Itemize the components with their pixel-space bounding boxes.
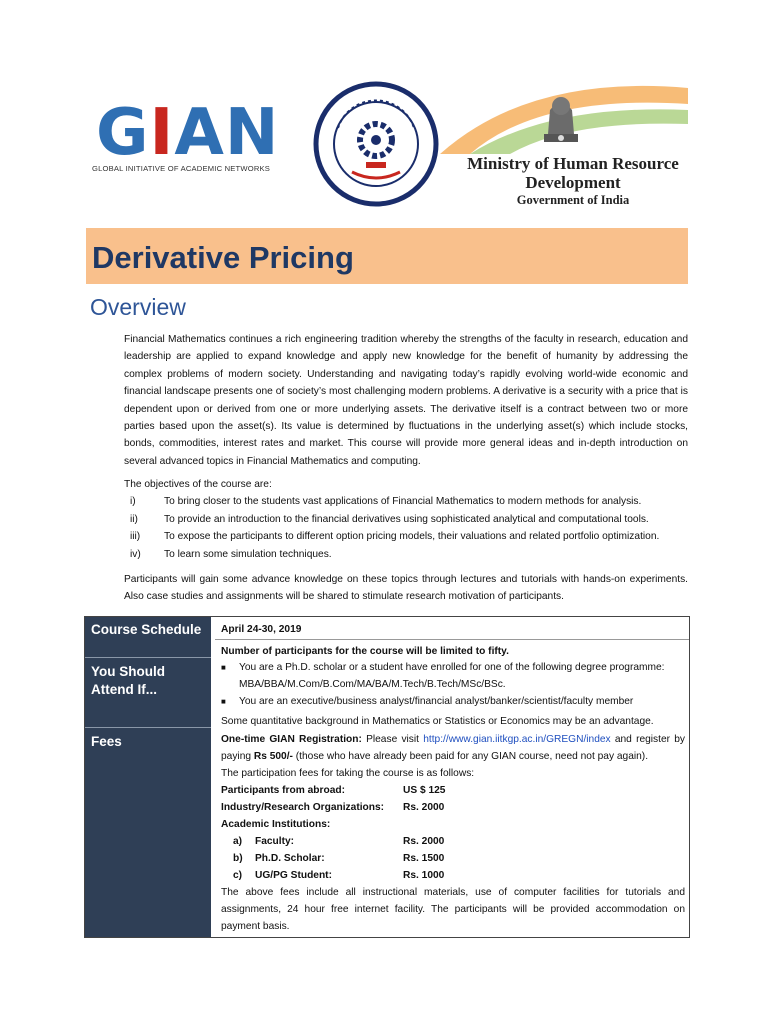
iit-kharagpur-seal-icon <box>312 80 440 208</box>
overview-heading: Overview <box>90 294 186 320</box>
page-title: Derivative Pricing <box>92 240 354 275</box>
gian-logo <box>86 88 286 188</box>
divider <box>85 727 211 728</box>
attend-label: You Should Attend If... <box>91 664 165 697</box>
objectives-intro: The objectives of the course are: <box>124 479 272 490</box>
participants-text: Participants will gain some advance knowledge on these topics through lectures and tutorials with hands-on experiments. Also case studies and assignments will be shared to stimulate research motivation of participants. <box>124 574 688 603</box>
fees-label: Fees <box>91 734 122 749</box>
course-schedule-label: Course Schedule <box>91 622 202 637</box>
divider <box>215 639 689 640</box>
course-date: April 24-30, 2019 <box>221 624 302 635</box>
fee-row: a) Faculty: Rs. 2000 <box>233 836 445 847</box>
bullet-square-icon: ■ <box>221 697 226 706</box>
header-logos <box>86 80 688 210</box>
gian-registration-link[interactable]: http://www.gian.iitkgp.ac.in/GREGN/index <box>423 734 611 745</box>
background-note: Some quantitative background in Mathematics or Statistics or Economics may be an advantage. <box>221 716 654 727</box>
list-item: iv) To learn some simulation techniques. <box>130 548 332 560</box>
overview-text: Financial Mathematics continues a rich engineering tradition whereby the strengths of the faculty in research, education and leadership are applied to expand knowledge and apply new knowledge for the benefit of humanity by addressing the complex problems of modern society. Understanding and navigating today’s rapidly evolving world-wide economic and financial landscape presents one of society’s most challenging modern problems. A derivative is a security with a price that is dependent upon or derived from one or more underlying assets. The derivative itself is a contract between two or more parties based upon the asset(s). Its value is determined by fluctuations in the underlying asset(s) which include stocks, bonds, commodities, interest rates and market. This course will provide more general ideas and in-depth introduction on several advanced topics in Financial Mathematics and computing. <box>124 334 688 467</box>
fee-row: Participants from abroad: US $ 125 <box>221 785 446 796</box>
list-item: iii) To expose the participants to different option pricing models, their valuations and related portfolio optimization. <box>130 531 660 543</box>
bullet-square-icon: ■ <box>221 663 226 672</box>
fees-intro: The participation fees for taking the course is as follows: <box>221 768 475 779</box>
fees-footer: The above fees include all instructional materials, use of computer facilities for tutorials and assignments, 24 hour free internet facility. The participants will be provided accommodation on payment basis. <box>221 887 685 932</box>
title-band <box>86 228 688 284</box>
ashoka-emblem-icon <box>538 90 584 148</box>
list-item: ■ You are an executive/business analyst/financial analyst/banker/scientist/faculty member <box>221 693 687 710</box>
list-item: i) To bring closer to the students vast applications of Financial Mathematics to modern methods for analysis. <box>130 496 642 508</box>
attend-bullets <box>221 659 687 710</box>
list-item: ii) To provide an introduction to the financial derivatives using sophisticated analytical and computational tools. <box>130 513 649 525</box>
participant-limit: Number of participants for the course will be limited to fifty. <box>221 646 509 657</box>
fees-details <box>221 731 685 935</box>
ministry-line1: Ministry of Human Resource <box>467 154 679 173</box>
bullet1-continued: MBA/BBA/M.Com/B.Com/MA/BA/M.Tech/B.Tech/MSc/BSc. <box>239 679 506 690</box>
fee-row: Industry/Research Organizations: Rs. 2000 <box>221 802 445 813</box>
table-label-column <box>85 617 211 937</box>
gian-logo-wordmark: GIAN <box>96 96 280 170</box>
ministry-logo <box>440 84 688 206</box>
fee-row: c) UG/PG Student: Rs. 1000 <box>233 870 445 881</box>
academic-heading: Academic Institutions: <box>221 819 331 830</box>
gian-registration: One-time GIAN Registration: Please visit http://www.gian.iitkgp.ac.in/GREGN/index and register by paying Rs 500/- (those who have already been paid for any GIAN course, need not pay again). <box>221 734 686 762</box>
course-info-table <box>84 616 690 938</box>
ministry-line2: Development <box>525 173 621 192</box>
objectives-list <box>124 476 694 563</box>
overview-paragraph <box>124 331 688 470</box>
divider <box>85 657 211 658</box>
ministry-text <box>458 154 688 209</box>
fee-row: b) Ph.D. Scholar: Rs. 1500 <box>233 853 445 864</box>
list-item: ■ You are a Ph.D. scholar or a student have enrolled for one of the following degree programme: <box>221 659 687 676</box>
participants-paragraph <box>124 571 688 606</box>
ministry-line3: Government of India <box>516 193 630 207</box>
gian-tagline: GLOBAL INITIATIVE OF ACADEMIC NETWORKS <box>92 164 271 173</box>
